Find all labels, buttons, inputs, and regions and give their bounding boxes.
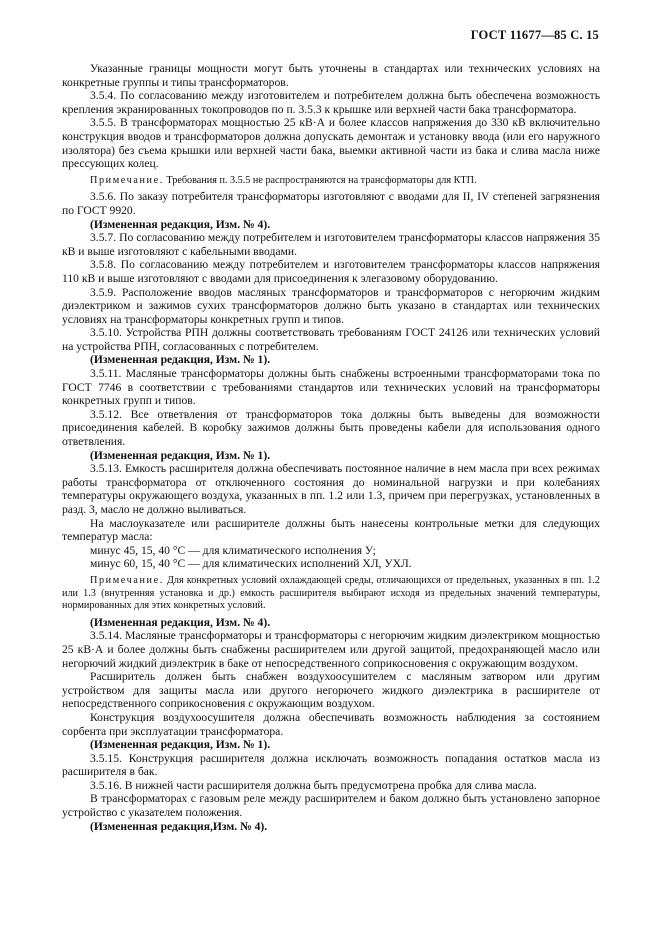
body-paragraph: 3.5.8. По согласованию между потребителем и изготовителем трансформаторы классов напряжения 110 кВ и выше изготовляют с вводами для присоединения к элегазовому оборудованию.	[62, 258, 600, 285]
note-text: Требования п. 3.5.5 не распространяются на трансформаторы для КТП.	[163, 174, 477, 186]
revision-note: (Измененная редакция, Изм. № 1).	[90, 448, 271, 462]
revision-note: (Измененная редакция,Изм. № 4).	[90, 819, 268, 833]
note-label: Примечание.	[90, 174, 164, 186]
document-body	[62, 62, 600, 833]
note-paragraph	[62, 575, 600, 613]
body-paragraph: На маслоуказателе или расширителе должны быть нанесены контрольные метки для следующих температур масла:	[62, 516, 600, 544]
revision-note: (Измененная редакция, Изм. № 1).	[90, 738, 271, 752]
note-label: Примечание.	[90, 574, 164, 586]
note-paragraph	[62, 175, 600, 188]
revision-note: (Измененная редакция, Изм. № 4).	[90, 615, 271, 629]
body-paragraph: минус 45, 15, 40 °С — для климатического исполнения У;	[90, 543, 376, 557]
body-paragraph: 3.5.9. Расположение вводов масляных трансформаторов и трансформаторов с негорючим жидким диэлектриком и зажимов сухих трансформаторов должно быть указано в стандартах или технических условиях на трансформаторы конкретных групп и типов.	[62, 285, 600, 326]
body-paragraph: 3.5.12. Все ответвления от трансформаторов тока должны быть выведены для возможности присоединения кабелей. В коробку зажимов должны быть проведены кабели для использования одного ответвления.	[62, 407, 600, 449]
body-paragraph: В трансформаторах с газовым реле между расширителем и баком должно быть установлено запорное устройство с указателем положения.	[62, 792, 600, 820]
revision-note: (Измененная редакция, Изм. № 1).	[90, 353, 271, 367]
body-paragraph: Указанные границы мощности могут быть уточнены в стандартах или технических условиях на конкретные группы и типы трансформаторов.	[62, 62, 600, 89]
body-paragraph: 3.5.16. В нижней части расширителя должна быть предусмотрена пробка для слива масла.	[90, 778, 537, 792]
body-paragraph: 3.5.11. Масляные трансформаторы должны быть снабжены встроенными трансформаторами тока по ГОСТ 7746 в соответствии с требованиями стандартов или технических условий на трансформаторы конкретных групп и типов.	[62, 367, 600, 408]
page-header: ГОСТ 11677—85 С. 15	[470, 28, 599, 42]
body-paragraph: 3.5.10. Устройства РПН должны соответствовать требованиям ГОСТ 24126 или технических условий на устройства РПН, согласованных с потребителем.	[62, 326, 600, 353]
body-paragraph: 3.5.15. Конструкция расширителя должна исключать возможность попадания остатков масла из расширителя в бак.	[62, 751, 600, 779]
body-paragraph: 3.5.4. По согласованию между изготовителем и потребителем должна быть обеспечена возможность крепления экранированных токопроводов по п. 3.5.3 к крышке или верхней части бака трансформатора.	[62, 89, 600, 116]
body-paragraph: 3.5.13. Емкость расширителя должна обеспечивать постоянное наличие в нем масла при всех режимах работы трансформатора от отключенного состояния до номинальной нагрузки и при колебаниях температуры окружающего воздуха, указанных в пп. 1.2 или 1.3, причем при перегрузках, установленных в разд. 3, масло не должно выливаться.	[62, 462, 600, 516]
body-paragraph: минус 60, 15, 40 °С — для климатических исполнений ХЛ, УХЛ.	[90, 557, 412, 571]
body-paragraph: 3.5.6. По заказу потребителя трансформаторы изготовляют с вводами для II, IV степеней загрязнения по ГОСТ 9920.	[62, 190, 600, 217]
body-paragraph: Конструкция воздухоосушителя должна обеспечивать возможность наблюдения за состоянием сорбента при эксплуатации трансформатора.	[62, 710, 600, 738]
note-text: Для конкретных условий охлаждающей среды, отличающихся от предельных, указанных в пп. 1.2 или 1.3 (внутренняя установка и др.) емкость расширителя выбирают исходя из предельных значений температуры, нормированных для этих конкретных условий.	[62, 574, 600, 612]
body-paragraph: 3.5.7. По согласованию между потребителем и изготовителем трансформаторы классов напряжения 35 кВ и выше изготовляют с кабельными вводами.	[62, 231, 600, 258]
body-paragraph: Расширитель должен быть снабжен воздухоосушителем с масляным затвором или другим устройством для защиты масла или другого негорючего жидкого диэлектрика в расширителе от непосредственного соприкосновения с окружающим воздухом.	[62, 670, 600, 711]
revision-note: (Измененная редакция, Изм. № 4).	[90, 217, 271, 231]
body-paragraph: 3.5.14. Масляные трансформаторы и трансформаторы с негорючим жидким диэлектриком мощностью 25 кВ·А и более должны быть снабжены расширителем или другой защитой, предохраняющей масло или негорючий жидкий диэлектрик в баке от непосредственного соприкосновения с окружающим воздухом.	[62, 629, 600, 670]
body-paragraph: 3.5.5. В трансформаторах мощностью 25 кВ·А и более классов напряжения до 330 кВ включительно конструкция вводов и трансформаторов должна допускать демонтаж и установку ввода (или его наружного изолятора) без съема крышки или верхней части бака, выемки активной части из бака и слива масла ниже прессующих колец.	[62, 116, 600, 171]
